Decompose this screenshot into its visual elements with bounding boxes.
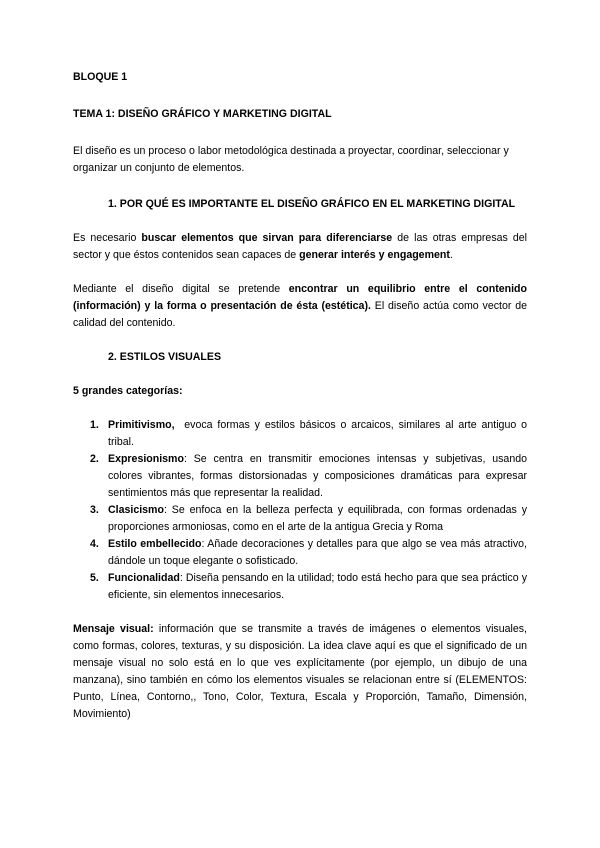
intro-paragraph: El diseño es un proceso o labor metodológica destinada a proyectar, coordinar, seleccionar y organizar un conjunto de elementos. [73, 145, 509, 174]
categories-label: 5 grandes categorías: [73, 385, 183, 397]
topic-heading: TEMA 1: DISEÑO GRÁFICO Y MARKETING DIGITAL [73, 108, 332, 120]
list-item: 2. Expresionismo: Se centra en transmitir emociones intensas y subjetivas, usando colores vibrantes, formas distorsionadas y composiciones dramáticas para expresar sentimientos más que representar la realidad. [90, 453, 527, 499]
list-item: 4. Estilo embellecido: Añade decoraciones y detalles para que algo se vea más atractivo, dándole un toque elegante o sofisticado. [90, 538, 527, 567]
visual-message-paragraph: Mensaje visual: información que se transmite a través de imágenes o elementos visuales, como formas, colores, texturas, y su disposición. La idea clave aquí es que el significado de un mensaje visual no solo está en lo que ves explícitamente (por ejemplo, un dibujo de una manzana), sino también en cómo los elementos visuales se relacionan entre sí (ELEMENTOS: Punto, Línea, Contorno,, Tono, Color, Textura, Escala y Proporción, Tamaño, Dimensión, Movimiento) [73, 623, 527, 720]
section-1-paragraph-2: Mediante el diseño digital se pretende encontrar un equilibrio entre el contenido (información) y la forma o presentación de ésta (estética). El diseño actúa como vector de calidad del contenido. [73, 283, 527, 329]
section-1-paragraph-1: Es necesario buscar elementos que sirvan para diferenciarse de las otras empresas del sector y que éstos contenidos sean capaces de generar interés y engagement. [73, 232, 528, 261]
list-item: 1. Primitivismo, evoca formas y estilos básicos o arcaicos, similares al arte antiguo o tribal. [90, 419, 530, 448]
section-2-title: 2. ESTILOS VISUALES [108, 351, 222, 363]
styles-list [73, 417, 530, 604]
section-1-title: 1. POR QUÉ ES IMPORTANTE EL DISEÑO GRÁFICO EN EL MARKETING DIGITAL [108, 198, 516, 210]
list-item: 5. Funcionalidad: Diseña pensando en la utilidad; todo está hecho para que sea práctico y eficiente, sin elementos innecesarios. [90, 572, 527, 601]
list-item: 3. Clasicismo: Se enfoca en la belleza perfecta y equilibrada, con formas ordenadas y proporciones armoniosas, como en el arte de la antigua Grecia y Roma [90, 504, 527, 533]
block-heading: BLOQUE 1 [73, 71, 128, 83]
